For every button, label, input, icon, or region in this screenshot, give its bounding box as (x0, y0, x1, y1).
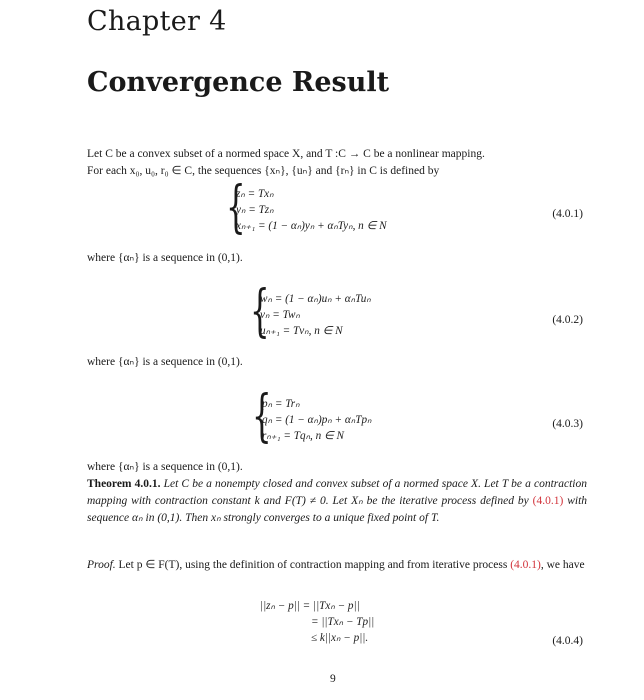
chapter-title: Convergence Result (87, 67, 390, 98)
proof-paragraph (87, 557, 587, 574)
eq1-line-3: xₙ₊₁ = (1 − αₙ)yₙ + αₙTyₙ, n ∈ N (236, 220, 387, 232)
theorem-equation-ref[interactable]: (4.0.1) (532, 495, 564, 507)
equation-system-1 (236, 186, 387, 234)
eq3-line-3: rₙ₊₁ = Tqₙ, n ∈ N (262, 430, 345, 442)
proof-eq-line-2: = ||Txₙ − Tp|| (311, 616, 375, 628)
eq1-line-1: zₙ = Txₙ (236, 188, 274, 200)
proof-equation (260, 598, 374, 646)
eq2-line-1: wₙ = (1 − αₙ)uₙ + αₙTuₙ (260, 293, 371, 305)
page-number: 9 (330, 673, 336, 685)
theorem-label: Theorem 4.0.1. (87, 478, 161, 490)
theorem-text-b: with sequence αₙ in (0,1). Then xₙ strongly converges to a unique fixed point of T. (87, 495, 588, 524)
intro-line-2: For each x₀, u₀, r₀ ∈ C, the sequences {xₙ}, {uₙ} and {rₙ} in C is defined by (87, 165, 440, 177)
where-2: where {αₙ} is a sequence in (0,1). (87, 356, 243, 368)
eq-number-4-0-2: (4.0.2) (552, 314, 583, 326)
intro-paragraph (87, 146, 587, 180)
eq3-line-2: qₙ = (1 − αₙ)pₙ + αₙTpₙ (262, 414, 372, 426)
proof-text-b: , we have (540, 559, 585, 571)
left-brace-2: { (250, 279, 270, 344)
eq2-line-3: uₙ₊₁ = Tvₙ, n ∈ N (260, 325, 343, 337)
proof-text-a: Let p ∈ F(T), using the definition of contraction mapping and from iterative process (118, 559, 508, 571)
proof-label: Proof. (87, 559, 116, 571)
eq1-line-2: yₙ = Tzₙ (236, 204, 274, 216)
proof-eq-line-3: ≤ k||xₙ − p||. (311, 632, 369, 644)
equation-system-3 (262, 396, 372, 444)
intro-line-1: Let C be a convex subset of a normed space X, and T :C → C be a nonlinear mapping. (87, 148, 485, 160)
eq-number-4-0-1: (4.0.1) (552, 208, 583, 220)
left-brace-1: { (226, 175, 246, 240)
proof-equation-ref[interactable]: (4.0.1) (510, 559, 541, 571)
eq3-line-1: pₙ = Trₙ (262, 398, 300, 410)
left-brace-3: { (252, 384, 272, 449)
theorem-text-a: Let C be a nonempty closed and convex subset of a normed space X. Let T be a contraction mapping with contraction constant k and F(T) ≠ 0. Let Xₙ be the iterative process defined by (87, 478, 588, 507)
chapter-number: Chapter 4 (87, 6, 227, 37)
eq-number-4-0-3: (4.0.3) (552, 418, 583, 430)
equation-system-2 (260, 291, 371, 339)
where-1: where {αₙ} is a sequence in (0,1). (87, 252, 243, 264)
proof-eq-line-1: ||zₙ − p|| = ||Txₙ − p|| (260, 600, 360, 612)
eq2-line-2: vₙ = Twₙ (260, 309, 300, 321)
where-3: where {αₙ} is a sequence in (0,1). (87, 461, 243, 473)
theorem-4-0-1 (87, 476, 587, 527)
eq-number-4-0-4: (4.0.4) (552, 635, 583, 647)
